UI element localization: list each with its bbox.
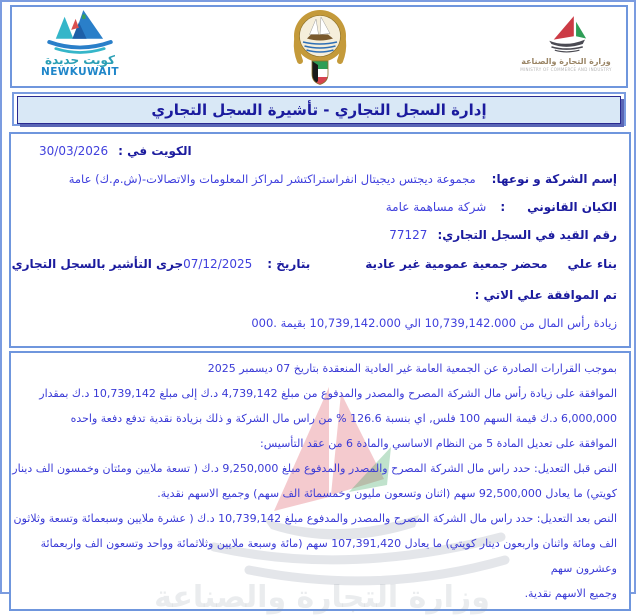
- kuwait-date-label: الكويت في :: [118, 144, 192, 158]
- kuwait-date-row: [11, 142, 629, 160]
- based-on-value: محضر جمعية عمومية غير عادية: [365, 257, 548, 271]
- resolution-box: [9, 351, 631, 611]
- resolution-line: الف ومائة واثنان واربعون دينار كويتي) ما يعادل 107,391,420 سهم (مائة وسبعة ملايين وثلاثمائة وواحد وتسعون الف واربعمائة: [40, 537, 617, 550]
- legal-entity-value: شركة مساهمة عامة: [385, 200, 487, 214]
- resolution-line: كويتي) ما يعادل 92,500,000 سهم (اثنان وتسعون مليون وخمسمائة الف سهم) وجميع الاسهم نقدية.: [157, 487, 617, 500]
- title-bar-frame: [12, 92, 626, 126]
- meeting-date-value: 07/12/2025: [183, 257, 253, 271]
- visa-note: جرى التأشير بالسجل التجاري: [11, 257, 184, 271]
- resolution-line: وجميع الاسهم نقدية.: [524, 587, 617, 600]
- newkuwait-english-label: NEWKUWAIT: [41, 66, 119, 78]
- ministry-boat-icon: [540, 15, 592, 53]
- legal-entity-label: الكيان القانوني: [527, 200, 617, 214]
- resolution-line: الموافقة على زيادة رأس مال الشركة المصرح والمصدر والمدفوع من مبلغ 4,739,142 د.ك إلى مبلغ 10,739,142 د.ك بمقدار: [39, 387, 617, 400]
- company-name-label: إسم الشركة و نوعها:: [491, 172, 617, 186]
- resolution-text: [11, 353, 629, 606]
- newkuwait-arabic-label: كويت جديدة: [45, 53, 115, 67]
- ministry-english-label: MINISTRY OF COMMERCE AND INDUSTRY: [520, 67, 612, 72]
- approval-item: زيادة رأس المال من 10,739,142.000 الي 10,739,142.000 بقيمة .000: [251, 316, 617, 330]
- ministry-logo: [516, 15, 616, 72]
- page-title: إدارة السجل التجاري - تأشيرة السجل التجاري: [17, 96, 621, 124]
- company-name-row: [11, 170, 629, 188]
- registry-number-label: رقم القيد في السجل التجاري:: [437, 228, 617, 242]
- approval-heading: تم الموافقة علي الاتي :: [474, 288, 617, 302]
- legal-entity-colon: :: [500, 200, 506, 214]
- approval-heading-row: [11, 286, 629, 304]
- ministry-arabic-label: وزارة التجارة والصناعة: [521, 57, 611, 66]
- registry-number-value: 77127: [389, 228, 428, 242]
- resolution-line: وعشرون سهم: [550, 562, 617, 575]
- newkuwait-logo: [32, 9, 128, 78]
- meeting-date-label: بتاريخ :: [267, 257, 311, 271]
- header-logos-box: [10, 5, 628, 88]
- resolution-line: النص قبل التعديل: حدد راس مال الشركة المصرح والمصدر والمدفوع مبلغ 9,250,000 د.ك ( تسعة ملايين ومئتان وخمسون الف دينار: [12, 462, 617, 475]
- resolution-line: 6,000,000 د.ك قيمة السهم 100 فلس, اي بنسبة 126.6 % من راس مال الشركة و ذلك بزيادة نقدية تدفع دفعة واحده: [70, 412, 617, 425]
- registration-info-box: [9, 132, 631, 348]
- resolution-line: النص بعد التعديل: حدد راس مال الشركة المصرح والمصدر والمدفوع مبلغ 10,739,142 د.ك ( عشرة ملايين وسبعمائة وتسعة وثلاثون: [13, 512, 617, 525]
- resolution-line: بموجب القرارات الصادرة عن الجمعية العامة غير العادية المنعقدة بتاريخ 07 ديسمبر 2025: [207, 362, 617, 375]
- newkuwait-boat-icon: [41, 9, 119, 53]
- resolution-line: الموافقة على تعديل المادة 5 من النظام الاساسي والمادة 6 من عقد التأسيس:: [260, 437, 617, 450]
- based-on-label: بناء علي: [567, 257, 617, 271]
- company-name-value: مجموعة ديجتس ديجيتال انفراستراكتشر لمراكز المعلومات والاتصالات-(ش.م.ك) عامة: [68, 172, 476, 186]
- kuwait-state-emblem-icon: [291, 9, 349, 87]
- approval-item-row: [11, 314, 629, 332]
- registry-number-row: [11, 226, 629, 244]
- based-on-row: [11, 255, 629, 273]
- kuwait-date-value: 30/03/2026: [39, 144, 109, 158]
- legal-entity-row: [11, 198, 629, 216]
